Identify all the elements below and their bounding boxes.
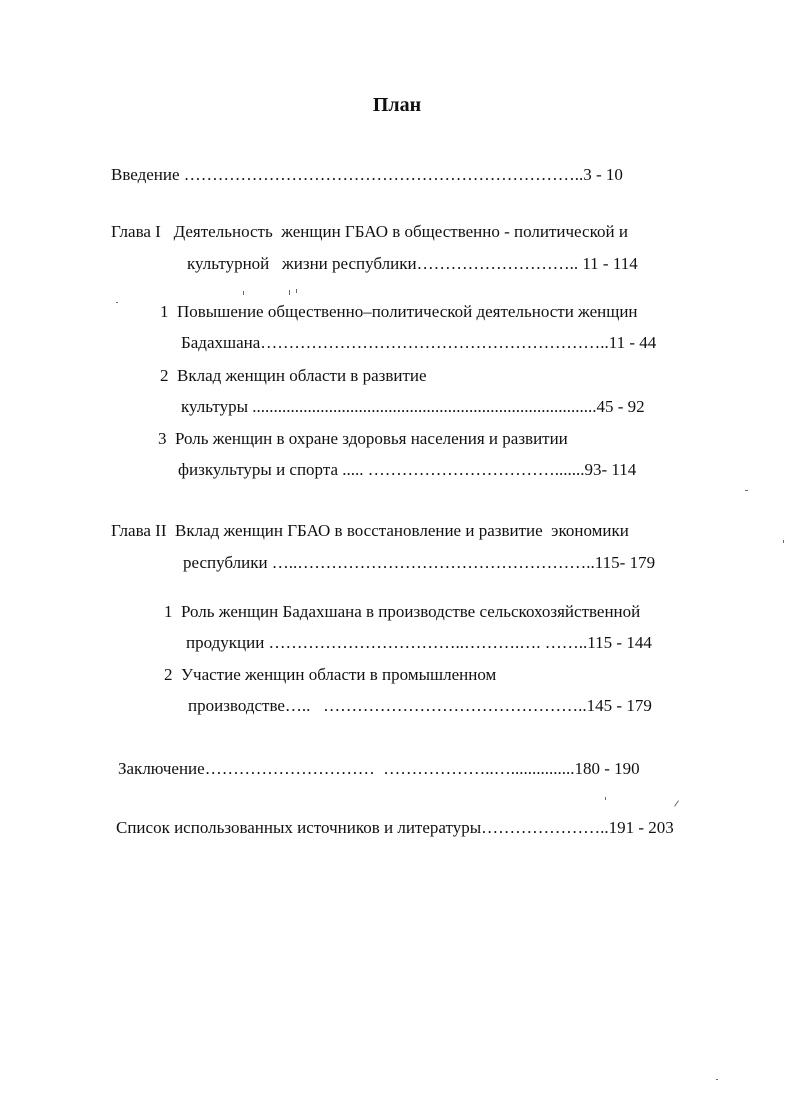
scan-speck — [289, 290, 290, 295]
scan-speck — [783, 540, 784, 543]
scan-speck — [116, 302, 118, 303]
scan-speck — [745, 490, 748, 491]
page-title: План — [372, 94, 422, 116]
toc-section-1-2: 2 Вклад женщин области в развитие — [160, 366, 427, 385]
toc-sources: Список использованных источников и литературы…………………..191 - 203 — [116, 818, 674, 837]
scan-speck — [605, 797, 606, 800]
toc-section-2-2: 2 Участие женщин области в промышленном — [164, 665, 497, 684]
toc-section-1-1: 1 Повышение общественно–политической деятельности женщин — [160, 302, 638, 321]
toc-chapter-2-title-cont: республики …..……………………………………………..115- 179 — [183, 553, 656, 572]
scan-speck — [674, 800, 679, 806]
toc-chapter-1-title: Глава I Деятельность женщин ГБАО в общественно - политической и — [111, 222, 628, 241]
scan-speck — [243, 291, 244, 295]
toc-introduction: Введение ……………………………………………………………..3 - 10 — [111, 165, 623, 184]
toc-section-2-1-cont: продукции ……………………………..……….…. ……..115 - 144 — [186, 633, 652, 652]
toc-section-2-2-cont: производстве….. ………………………………………..145 - 179 — [188, 696, 652, 715]
toc-section-1-2-cont: культуры .................................................................................45 - 92 — [181, 397, 645, 416]
toc-section-1-3: 3 Роль женщин в охране здоровья населения и развитии — [158, 429, 568, 448]
scan-speck — [716, 1079, 718, 1080]
toc-chapter-1-title-cont: культурной жизни республики……………………….. 11 - 114 — [187, 254, 638, 273]
scan-speck — [296, 289, 297, 293]
toc-section-1-3-cont: физкультуры и спорта ..... …………………………….......93- 114 — [178, 460, 637, 479]
toc-conclusion: Заключение………………………… ………………..…...............180 - 190 — [118, 759, 640, 778]
toc-section-2-1: 1 Роль женщин Бадахшана в производстве сельскохозяйственной — [164, 602, 641, 621]
toc-chapter-2-title: Глава II Вклад женщин ГБАО в восстановление и развитие экономики — [111, 521, 629, 540]
toc-section-1-1-cont: Бадахшана……………………………………………………..11 - 44 — [181, 333, 657, 352]
